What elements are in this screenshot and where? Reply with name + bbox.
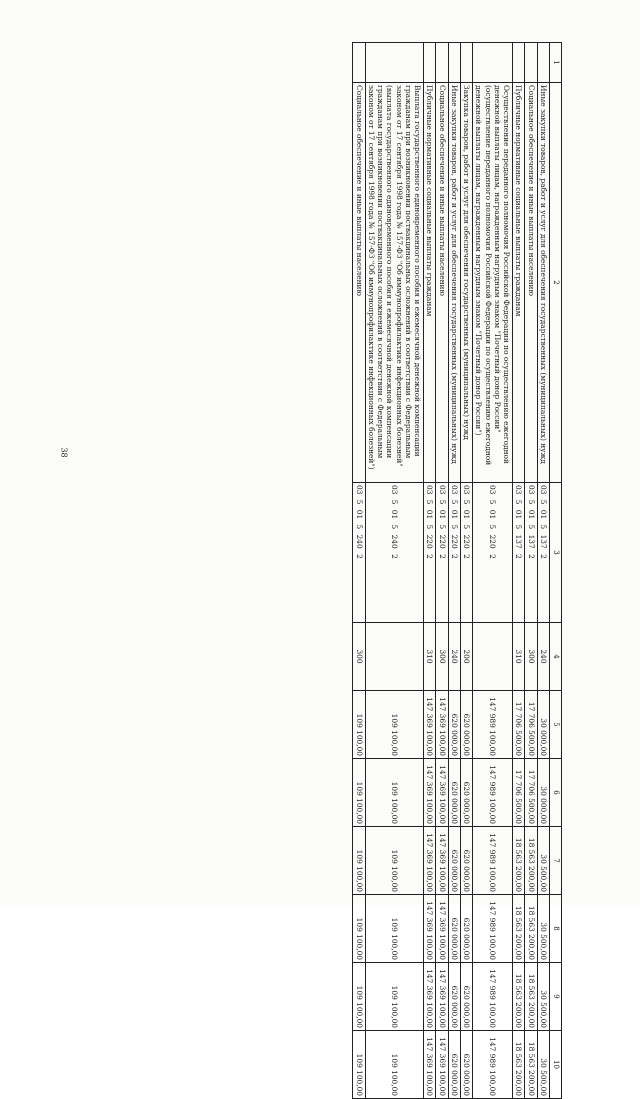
table-row: [424, 43, 436, 1099]
target-code-cell: 03 5 01 5 240 2: [365, 483, 424, 623]
amount-cell: 109 100,00: [353, 963, 365, 1031]
target-code-cell: 03 5 01 5 240 2: [353, 483, 365, 623]
expense-type-cell: [365, 623, 424, 691]
amount-cell: 147 369 100,00: [424, 691, 436, 759]
amount-cell: 18 563 200,00: [513, 827, 525, 895]
amount-cell: 620 000,00: [461, 1031, 473, 1099]
amount-cell: 147 369 100,00: [436, 963, 448, 1031]
amount-cell: 18 563 200,00: [525, 1031, 537, 1099]
header-cell: 9: [550, 963, 562, 1031]
amount-cell: 147 369 100,00: [424, 759, 436, 827]
budget-table: [353, 42, 563, 1099]
amount-cell: 109 100,00: [353, 691, 365, 759]
item-name-cell: Социальное обеспечение и иные выплаты населению: [436, 83, 448, 483]
item-name-cell: Публичные нормативные социальные выплаты гражданам: [513, 83, 525, 483]
amount-cell: 18 563 200,00: [525, 895, 537, 963]
amount-cell: 109 100,00: [365, 827, 424, 895]
table-row: [513, 43, 525, 1099]
amount-cell: 109 100,00: [353, 759, 365, 827]
target-code-cell: 03 5 01 5 220 2: [473, 483, 513, 623]
header-cell: 1: [550, 43, 562, 83]
item-name-cell: Закупка товаров, работ и услуг для обеспечения государственных (муниципальных) нужд: [461, 83, 473, 483]
amount-cell: 109 100,00: [365, 963, 424, 1031]
table-row: [353, 43, 365, 1099]
amount-cell: 30 500,00: [537, 1031, 549, 1099]
table-row: [365, 43, 424, 1099]
table-row: [537, 43, 549, 1099]
first-column-cell: [513, 43, 525, 83]
first-column-cell: [424, 43, 436, 83]
page-number: 38: [59, 447, 69, 458]
target-code-cell: 03 5 01 5 220 2: [448, 483, 460, 623]
expense-type-cell: 200: [461, 623, 473, 691]
item-name-cell: Осуществление переданного полномочия Российской Федерации по осуществлению ежегодной денежной выплаты лицам, награжденным нагрудным знаком "Почетный донор России" (осуществление переданного полномочия Российской Федерации по осуществлению ежегодной денежной выплаты лицам, награжденным нагрудным знаком "Почетный донор России"): [473, 83, 513, 483]
amount-cell: 620 000,00: [461, 895, 473, 963]
header-cell: 5: [550, 691, 562, 759]
amount-cell: 147 369 100,00: [436, 895, 448, 963]
target-code-cell: 03 5 01 5 137 2: [513, 483, 525, 623]
amount-cell: 147 369 100,00: [424, 963, 436, 1031]
first-column-cell: [461, 43, 473, 83]
amount-cell: 30 000,00: [537, 691, 549, 759]
amount-cell: 109 100,00: [353, 1031, 365, 1099]
table-row: [448, 43, 460, 1099]
target-code-cell: 03 5 01 5 220 2: [461, 483, 473, 623]
amount-cell: 17 706 500,00: [513, 759, 525, 827]
amount-cell: 147 369 100,00: [424, 1031, 436, 1099]
amount-cell: 147 369 100,00: [436, 691, 448, 759]
expense-type-cell: [473, 623, 513, 691]
item-name-cell: Социальное обеспечение и иные выплаты населению: [353, 83, 365, 483]
amount-cell: 147 989 100,00: [473, 1031, 513, 1099]
header-cell: 4: [550, 623, 562, 691]
first-column-cell: [525, 43, 537, 83]
expense-type-cell: 240: [537, 623, 549, 691]
first-column-cell: [365, 43, 424, 83]
amount-cell: 147 369 100,00: [436, 1031, 448, 1099]
amount-cell: 620 000,00: [461, 691, 473, 759]
amount-cell: 109 100,00: [353, 827, 365, 895]
amount-cell: 109 100,00: [365, 691, 424, 759]
amount-cell: 620 000,00: [448, 963, 460, 1031]
first-column-cell: [537, 43, 549, 83]
target-code-cell: 03 5 01 5 220 2: [424, 483, 436, 623]
amount-cell: 620 000,00: [461, 963, 473, 1031]
amount-cell: 147 989 100,00: [473, 963, 513, 1031]
amount-cell: 17 706 500,00: [513, 691, 525, 759]
expense-type-cell: 300: [353, 623, 365, 691]
amount-cell: 17 706 500,00: [525, 759, 537, 827]
amount-cell: 30 500,00: [537, 895, 549, 963]
item-name-cell: Выплата государственного единовременного пособия и ежемесячной денежной компенсации гражданам при возникновении поствакцинальных осложнений в соответствии с Федеральным законом от 17 сентября 1998 года № 157-ФЗ "Об иммунопрофилактике инфекционных болезней" (выплата государственного единовременного пособия и ежемесячной денежной компенсации гражданам при возникновении поствакцинальных осложнений в соответствии с Федеральным законом от 17 сентября 1998 года № 157-ФЗ "Об иммунопрофилактике инфекционных болезней"): [365, 83, 424, 483]
amount-cell: 147 989 100,00: [473, 759, 513, 827]
amount-cell: 147 989 100,00: [473, 895, 513, 963]
amount-cell: 147 369 100,00: [424, 895, 436, 963]
item-name-cell: Иные закупки товаров, работ и услуг для обеспечения государственных (муниципальных) нужд: [448, 83, 460, 483]
target-code-cell: 03 5 01 5 137 2: [537, 483, 549, 623]
amount-cell: 620 000,00: [461, 827, 473, 895]
amount-cell: 109 100,00: [365, 1031, 424, 1099]
amount-cell: 30 000,00: [537, 759, 549, 827]
amount-cell: 620 000,00: [448, 1031, 460, 1099]
header-cell: 7: [550, 827, 562, 895]
table-row: [525, 43, 537, 1099]
amount-cell: 18 563 200,00: [513, 963, 525, 1031]
amount-cell: 30 500,00: [537, 963, 549, 1031]
table-body: [353, 43, 550, 1099]
header-cell: 8: [550, 895, 562, 963]
amount-cell: 147 989 100,00: [473, 691, 513, 759]
first-column-cell: [473, 43, 513, 83]
amount-cell: 147 369 100,00: [436, 827, 448, 895]
header-cell: 2: [550, 83, 562, 483]
header-cell: 3: [550, 483, 562, 623]
amount-cell: 18 563 200,00: [513, 1031, 525, 1099]
amount-cell: 109 100,00: [365, 895, 424, 963]
expense-type-cell: 310: [513, 623, 525, 691]
rotated-table-container: [59, 42, 562, 1096]
table-row: [473, 43, 513, 1099]
first-column-cell: [353, 43, 365, 83]
target-code-cell: 03 5 01 5 137 2: [525, 483, 537, 623]
amount-cell: 620 000,00: [448, 895, 460, 963]
target-code-cell: 03 5 01 5 220 2: [436, 483, 448, 623]
amount-cell: 18 563 200,00: [513, 895, 525, 963]
amount-cell: 147 369 100,00: [424, 827, 436, 895]
expense-type-cell: 300: [436, 623, 448, 691]
expense-type-cell: 300: [525, 623, 537, 691]
amount-cell: 620 000,00: [461, 759, 473, 827]
first-column-cell: [448, 43, 460, 83]
amount-cell: 30 500,00: [537, 827, 549, 895]
table-row: [436, 43, 448, 1099]
amount-cell: 18 563 200,00: [525, 963, 537, 1031]
expense-type-cell: 240: [448, 623, 460, 691]
item-name-cell: Публичные нормативные социальные выплаты гражданам: [424, 83, 436, 483]
header-row: [550, 43, 562, 1099]
header-cell: 6: [550, 759, 562, 827]
amount-cell: 620 000,00: [448, 691, 460, 759]
amount-cell: 18 563 200,00: [525, 827, 537, 895]
expense-type-cell: 310: [424, 623, 436, 691]
amount-cell: 109 100,00: [353, 895, 365, 963]
header-cell: 10: [550, 1031, 562, 1099]
amount-cell: 147 989 100,00: [473, 827, 513, 895]
table-row: [461, 43, 473, 1099]
amount-cell: 620 000,00: [448, 827, 460, 895]
item-name-cell: Социальное обеспечение и иные выплаты населению: [525, 83, 537, 483]
amount-cell: 17 706 500,00: [525, 691, 537, 759]
amount-cell: 109 100,00: [365, 759, 424, 827]
amount-cell: 620 000,00: [448, 759, 460, 827]
amount-cell: 147 369 100,00: [436, 759, 448, 827]
item-name-cell: Иные закупки товаров, работ и услуг для обеспечения государственных (муниципальных) нужд: [537, 83, 549, 483]
first-column-cell: [436, 43, 448, 83]
